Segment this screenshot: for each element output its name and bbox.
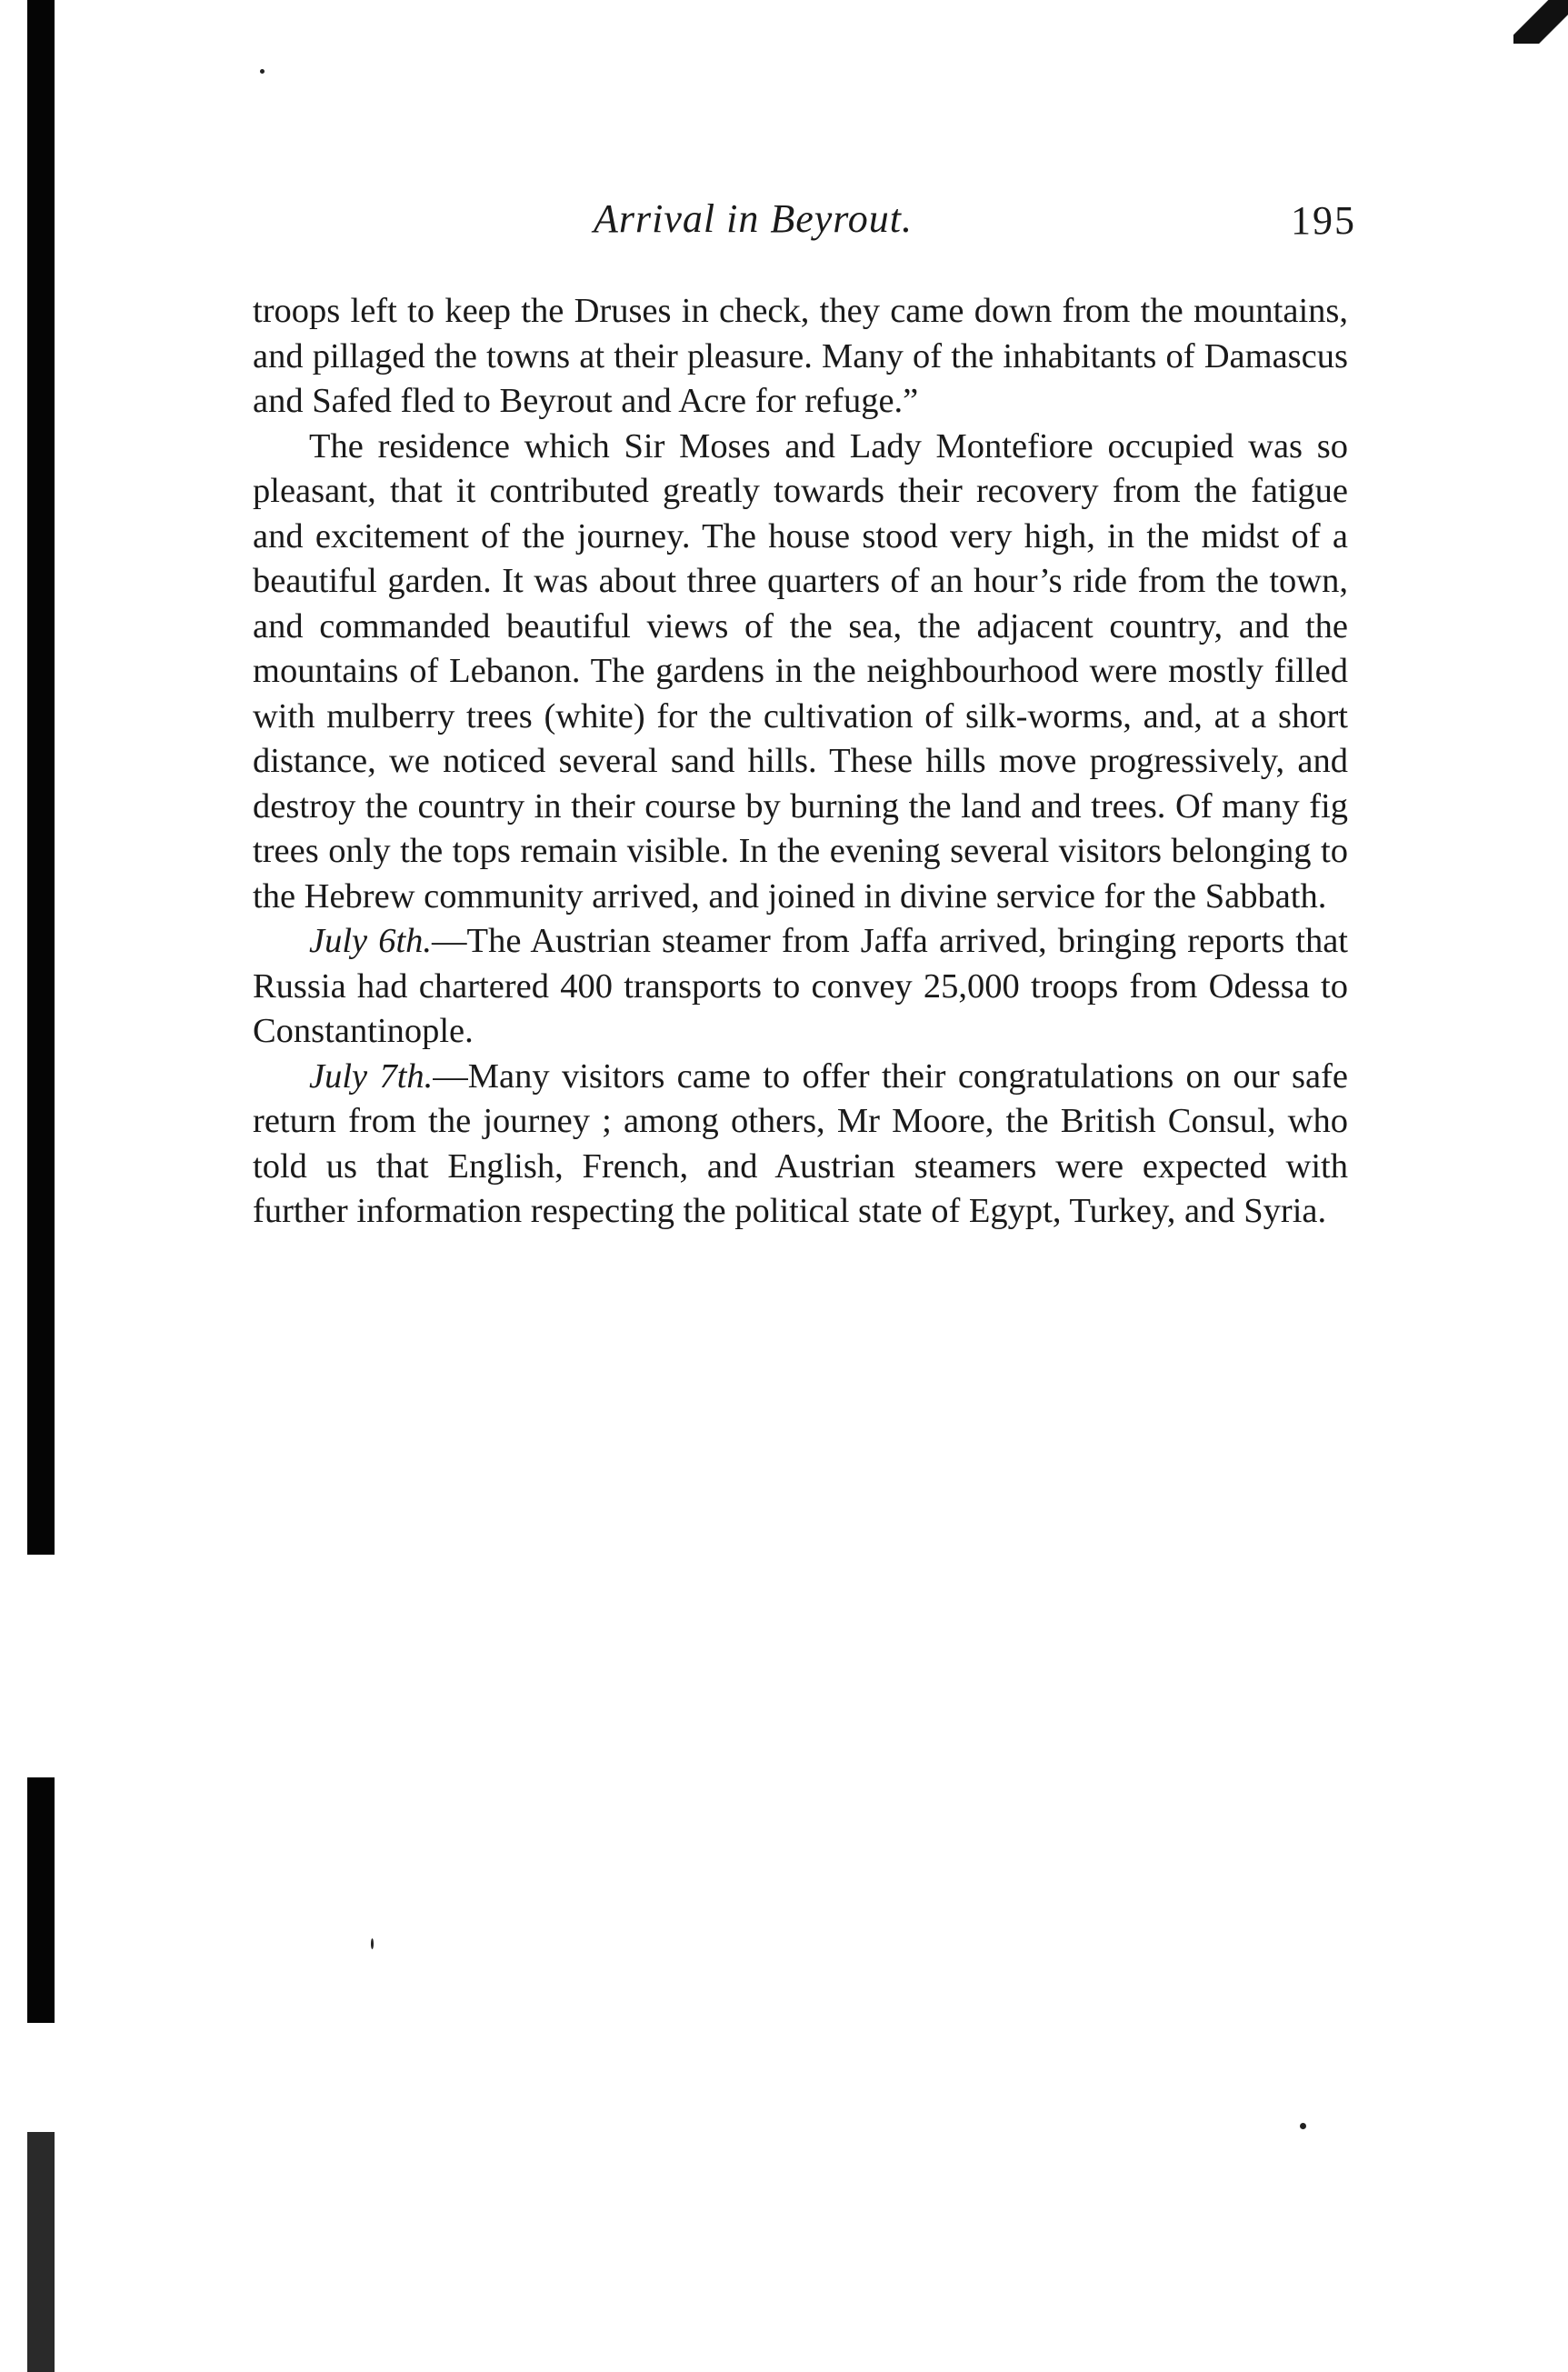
- paragraph: The residence which Sir Moses and Lady Montefiore occupied was so pleasant, that it contributed greatly towards their recovery from the fatigue and excitement of the journey. The house stood very high, in the midst of a beautiful garden. It was about three quarters of an hour’s ride from the town, and commanded beautiful views of the sea, the adjacent country, and the mountains of Lebanon. The gardens in the neighbourhood were mostly filled with mulberry trees (white) for the cultivation of silk-worms, and, at a short distance, we noticed several sand hills. These hills move progressively, and destroy the country in their course by burning the land and trees. Of many fig trees only the tops remain visible. In the evening several visitors belonging to the Hebrew community arrived, and joined in divine service for the Sabbath.: [253, 426, 1348, 916]
- diary-date: July 7th.: [309, 1056, 434, 1096]
- running-head: [253, 195, 1363, 250]
- binding-shadow: [27, 0, 55, 1555]
- paragraph-text: —The Austrian steamer from Jaffa arrived, bringing reports that Russia had chartered 400 transports to convey 25,000 troops from Odessa to Constantinople.: [253, 922, 1348, 1050]
- diary-date: July 6th.: [309, 922, 433, 960]
- page-number: 195: [1291, 198, 1356, 243]
- scan-speck: [371, 1938, 374, 1949]
- paragraph-text: —Many visitors came to offer their congratulations on our safe return from the journey ; among others, Mr Moore, the British Consul, who told us that English, French, and Austrian steamers were expected with further information respecting the political state of Egypt, Turkey, and Syria.: [253, 1056, 1348, 1230]
- scan-speck: [1300, 2123, 1306, 2129]
- scan-corner-mark: [1513, 0, 1568, 44]
- body-text: [253, 289, 1348, 1235]
- scan-speck: [260, 69, 265, 74]
- binding-shadow: [27, 1777, 55, 2023]
- paragraph: [253, 919, 1348, 1055]
- paragraph: [253, 1055, 1348, 1235]
- binding-shadow: [27, 2132, 55, 2372]
- running-head-title: Arrival in Beyrout.: [594, 196, 913, 241]
- paragraph: troops left to keep the Druses in check, they came down from the mountains, and pillaged the towns at their pleasure. Many of the inhabitants of Damascus and Safed fled to Beyrout and Acre for refuge.”: [253, 292, 1348, 420]
